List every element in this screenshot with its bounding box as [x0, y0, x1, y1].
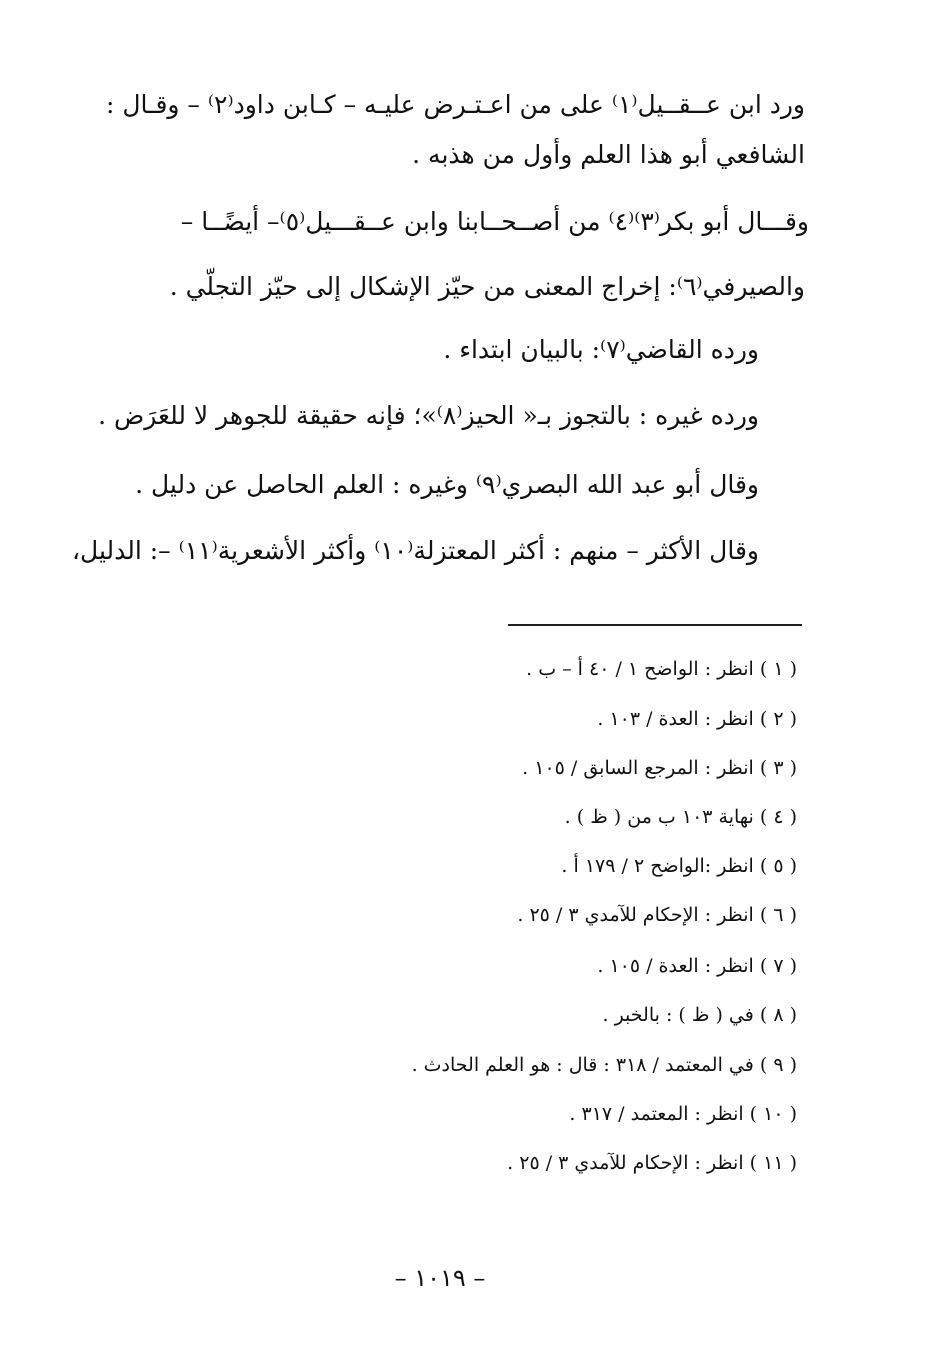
footnote-9: ( ٩ ) في المعتمد / ٣١٨ : قال : هو العلم الحادث . [411, 1054, 797, 1076]
body-line-5: ورده القاضي⁽٧⁾: بالبيان ابتداء . [443, 335, 759, 364]
body-line-4: والصيرفي⁽٦⁾: إخراج المعنى من حيّز الإشكال إلى حيّز التجلّي . [169, 272, 805, 301]
footnote-4: ( ٤ ) نهاية ١٠٣ ب من ( ظ ) . [564, 806, 797, 828]
footnote-3: ( ٣ ) انظر : المرجع السابق / ١٠٥ . [522, 757, 797, 779]
footnote-11: ( ١١ ) انظر : الإحكام للآمدي ٣ / ٢٥ . [507, 1152, 797, 1174]
footnote-10: ( ١٠ ) انظر : المعتمد / ٣١٧ . [569, 1103, 797, 1125]
body-line-1: ورد ابن عــقــيل⁽١⁾ على من اعـتـرض عليـه – كـابن داود⁽٢⁾ – وقـال : [105, 90, 805, 119]
footnote-7: ( ٧ ) انظر : العدة / ١٠٥ . [597, 955, 797, 977]
page-number: – ١٠١٩ – [394, 1264, 486, 1292]
footnote-1: ( ١ ) انظر : الواضح ١ / ٤٠ أ – ب . [526, 658, 797, 680]
footnote-2: ( ٢ ) انظر : العدة / ١٠٣ . [597, 708, 797, 730]
footnote-6: ( ٦ ) انظر : الإحكام للآمدي ٣ / ٢٥ . [517, 904, 797, 926]
footnote-separator [508, 624, 802, 626]
body-line-7: وقال أبو عبد الله البصري⁽٩⁾ وغيره : العلم الحاصل عن دليل . [135, 470, 759, 499]
footnote-5: ( ٥ ) انظر :الواضح ٢ / ١٧٩ أ . [561, 855, 797, 877]
body-line-8: وقال الأكثر – منهم : أكثر المعتزلة⁽١٠⁾ وأكثر الأشعرية⁽١١⁾ –: الدليل، [71, 536, 759, 565]
body-line-2: الشافعي أبو هذا العلم وأول من هذبه . [412, 140, 805, 169]
footnote-8: ( ٨ ) في ( ظ ) : بالخبر . [602, 1004, 797, 1026]
body-line-6: ورده غيره : بالتجوز بـ« الحيز⁽٨⁾»؛ فإنه حقيقة للجوهر لا للعَرَض . [98, 401, 759, 430]
body-line-3: وقـــال أبو بكر⁽٣⁾⁽٤⁾ من أصــحــابنا وابن عــقـــيل⁽٥⁾– أيضًــا – [180, 207, 809, 236]
